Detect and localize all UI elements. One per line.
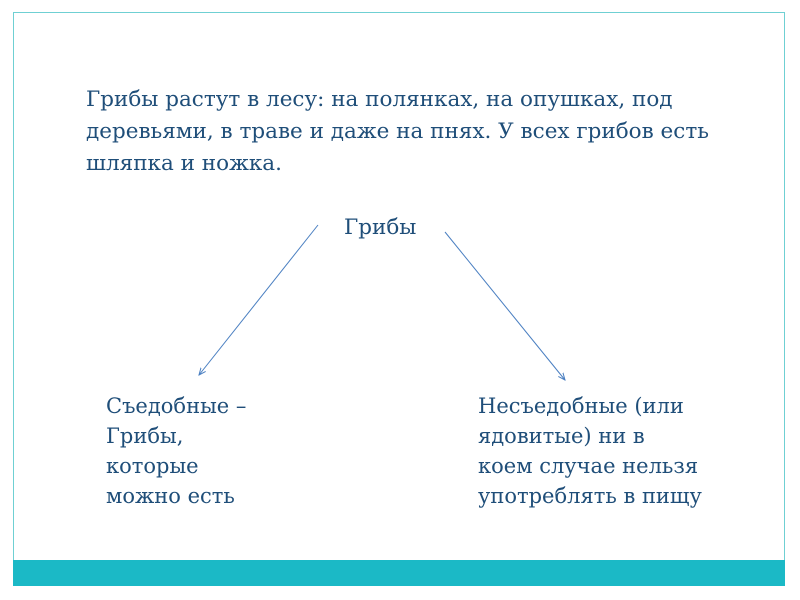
edible-line-1: Съедобные – [106, 394, 247, 418]
intro-line-2: деревьями, в траве и даже на пнях. У всех грибов есть [86, 119, 709, 144]
edible-line-3: которые [106, 454, 199, 478]
arrow-to-inedible [445, 232, 565, 380]
root-node-label: Грибы [344, 215, 417, 240]
inedible-line-3: коем случае нельзя [478, 454, 699, 478]
edible-line-4: можно есть [106, 484, 235, 508]
edible-node [106, 391, 246, 511]
edible-line-2: Грибы, [106, 424, 184, 448]
inedible-line-4: употреблять в пищу [478, 484, 702, 508]
intro-line-1: Грибы растут в лесу: на полянках, на опушках, под [86, 87, 673, 112]
inedible-line-1: Несъедобные (или [478, 394, 684, 418]
inedible-node [478, 391, 702, 511]
arrow-to-edible [199, 225, 318, 375]
intro-line-3: шляпка и ножка. [86, 151, 282, 176]
inedible-line-2: ядовитые) ни в [478, 424, 645, 448]
